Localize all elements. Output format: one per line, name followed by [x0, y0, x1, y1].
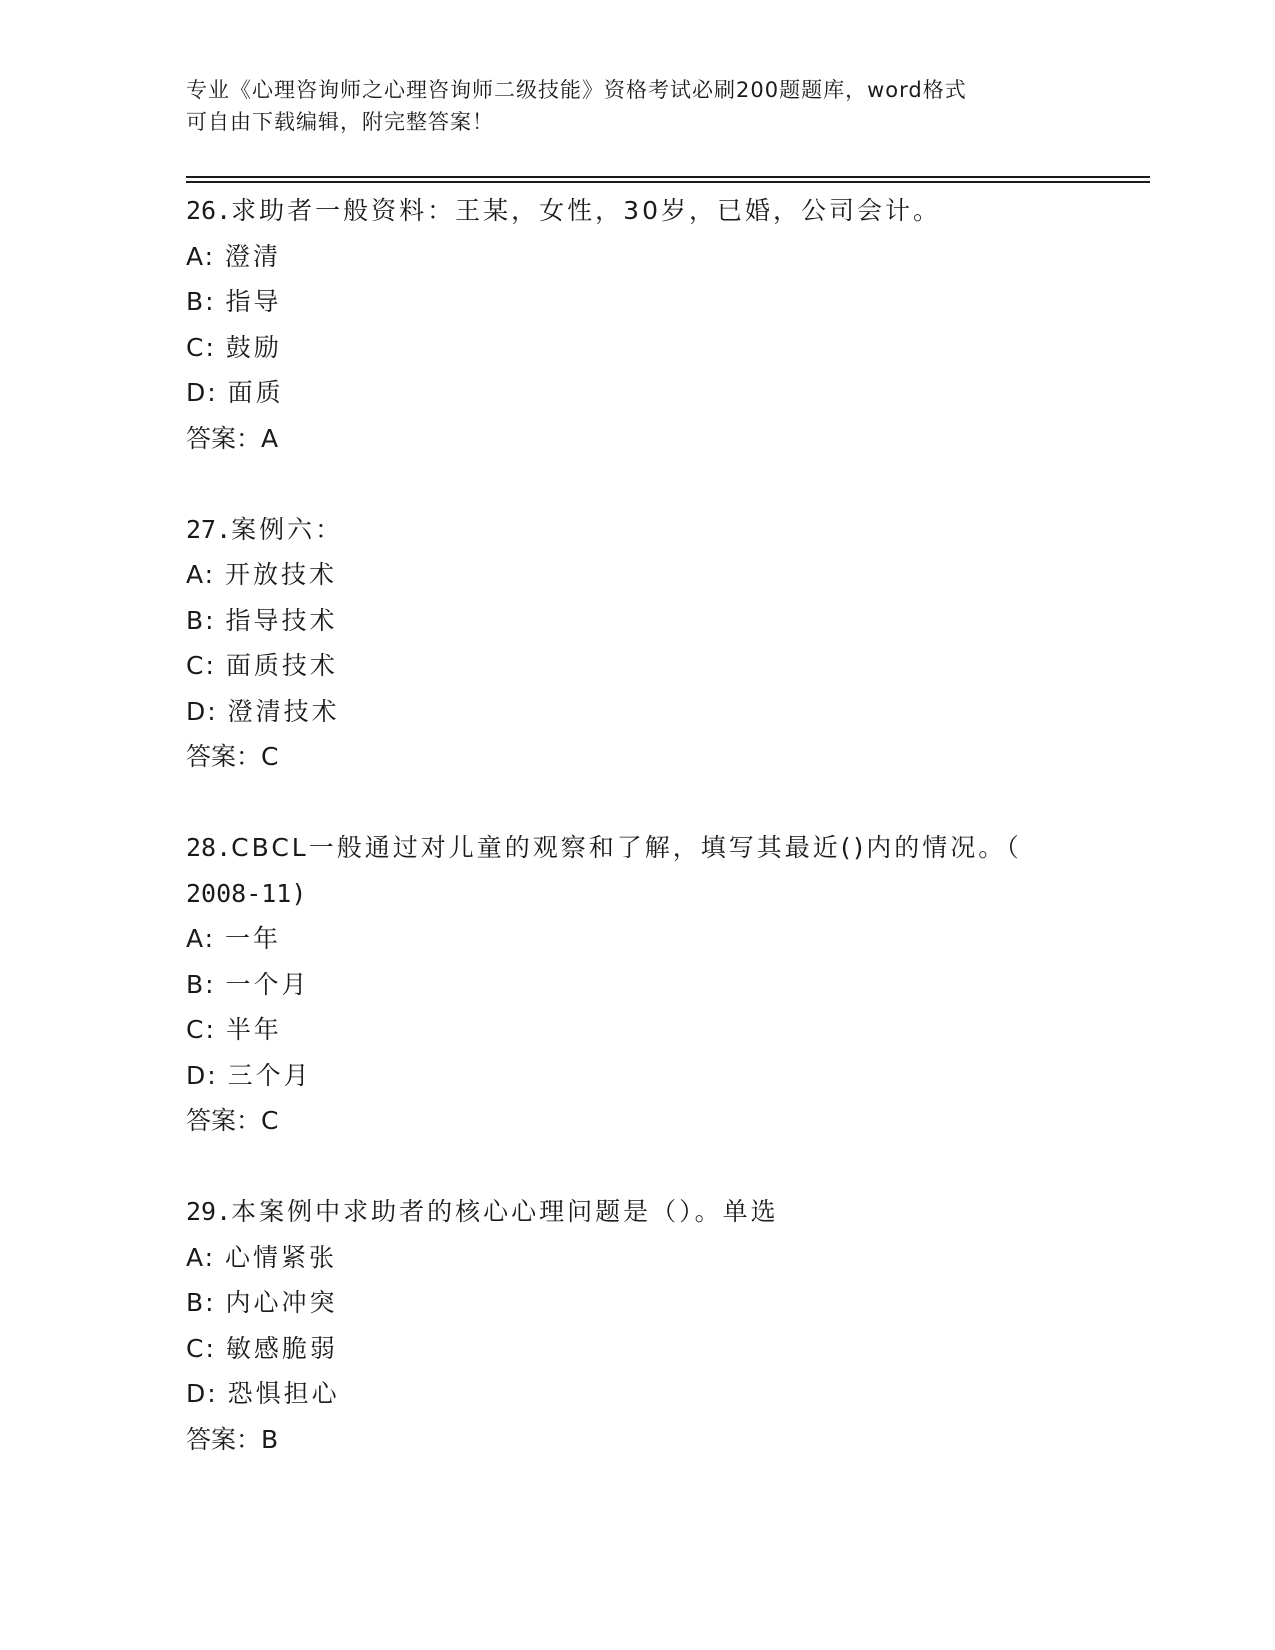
- option-label: D:: [186, 1379, 218, 1408]
- option-label: C:: [186, 651, 216, 680]
- option-label: A:: [186, 241, 216, 271]
- option-label: A:: [186, 560, 216, 589]
- option-a: [186, 234, 1086, 280]
- question-27: [186, 507, 1086, 780]
- question-29: [186, 1189, 1086, 1462]
- option-label: B:: [186, 287, 216, 316]
- option-d: [186, 370, 1086, 416]
- answer-line: 答案：C: [186, 742, 279, 771]
- option-b: [186, 962, 1086, 1008]
- question-26: [186, 188, 1086, 461]
- question-number: 29.: [186, 1197, 232, 1226]
- question-list: [186, 188, 1086, 1462]
- option-b: [186, 1280, 1086, 1326]
- option-text: 三个月: [227, 1060, 312, 1090]
- option-text: 一个月: [225, 969, 310, 999]
- header-line-2: 可自由下载编辑，附完整答案！: [186, 110, 494, 134]
- option-c: [186, 1326, 1086, 1372]
- question-stem-continued: 2008-11): [186, 878, 307, 908]
- option-text: 开放技术: [225, 560, 338, 589]
- document-header: [186, 74, 1066, 138]
- question-stem: [186, 188, 1086, 234]
- option-c: [186, 643, 1086, 689]
- option-label: A:: [186, 1242, 216, 1272]
- question-text: 案例六：: [231, 514, 344, 544]
- answer-line: 答案：C: [186, 1106, 279, 1135]
- question-text: 求助者一般资料：王某，女性，30岁，已婚，公司会计。: [231, 196, 941, 225]
- option-label: A:: [186, 924, 216, 953]
- question-stem: [186, 825, 1086, 871]
- option-label: D:: [186, 696, 218, 726]
- spacer: [186, 780, 1086, 826]
- option-d: [186, 1371, 1086, 1417]
- option-text: 指导技术: [225, 605, 338, 635]
- option-text: 澄清: [225, 241, 282, 271]
- header-divider-top: [186, 176, 1150, 178]
- answer-line: 答案：B: [186, 1424, 279, 1454]
- header-divider-bottom: [186, 181, 1150, 183]
- option-label: D:: [186, 1060, 218, 1090]
- option-text: 澄清技术: [227, 696, 340, 726]
- option-label: C:: [186, 332, 216, 362]
- option-d: [186, 1053, 1086, 1099]
- question-28: [186, 825, 1086, 1144]
- question-number: 28.: [186, 833, 232, 862]
- option-label: B:: [186, 969, 216, 999]
- question-number: 27.: [186, 514, 232, 544]
- option-c: [186, 325, 1086, 371]
- option-text: 鼓励: [225, 332, 282, 362]
- option-text: 恐惧担心: [227, 1379, 340, 1408]
- option-label: B:: [186, 605, 216, 635]
- question-stem: [186, 507, 1086, 553]
- option-b: [186, 279, 1086, 325]
- option-text: 一年: [225, 924, 282, 953]
- option-text: 面质: [227, 378, 284, 407]
- option-a: [186, 916, 1086, 962]
- option-label: C:: [186, 1015, 216, 1044]
- question-number: 26.: [186, 196, 232, 225]
- option-b: [186, 598, 1086, 644]
- option-a: [186, 552, 1086, 598]
- option-text: 心情紧张: [225, 1242, 338, 1272]
- option-text: 半年: [225, 1015, 282, 1044]
- option-text: 敏感脆弱: [225, 1333, 338, 1363]
- option-c: [186, 1007, 1086, 1053]
- option-text: 指导: [225, 287, 282, 316]
- spacer: [186, 1144, 1086, 1190]
- question-text: CBCL一般通过对儿童的观察和了解，填写其最近()内的情况。（: [231, 833, 1022, 862]
- spacer: [186, 461, 1086, 507]
- header-line-1: 专业《心理咨询师之心理咨询师二级技能》资格考试必刷200题题库，word格式: [186, 78, 967, 102]
- question-text: 本案例中求助者的核心心理问题是（）。单选: [231, 1197, 779, 1226]
- option-a: [186, 1235, 1086, 1281]
- option-d: [186, 689, 1086, 735]
- option-label: D:: [186, 378, 218, 407]
- question-stem: [186, 1189, 1086, 1235]
- option-text: 面质技术: [225, 651, 338, 680]
- option-label: B:: [186, 1288, 216, 1317]
- answer-line: 答案：A: [186, 423, 279, 453]
- option-text: 内心冲突: [225, 1288, 338, 1317]
- option-label: C:: [186, 1333, 216, 1363]
